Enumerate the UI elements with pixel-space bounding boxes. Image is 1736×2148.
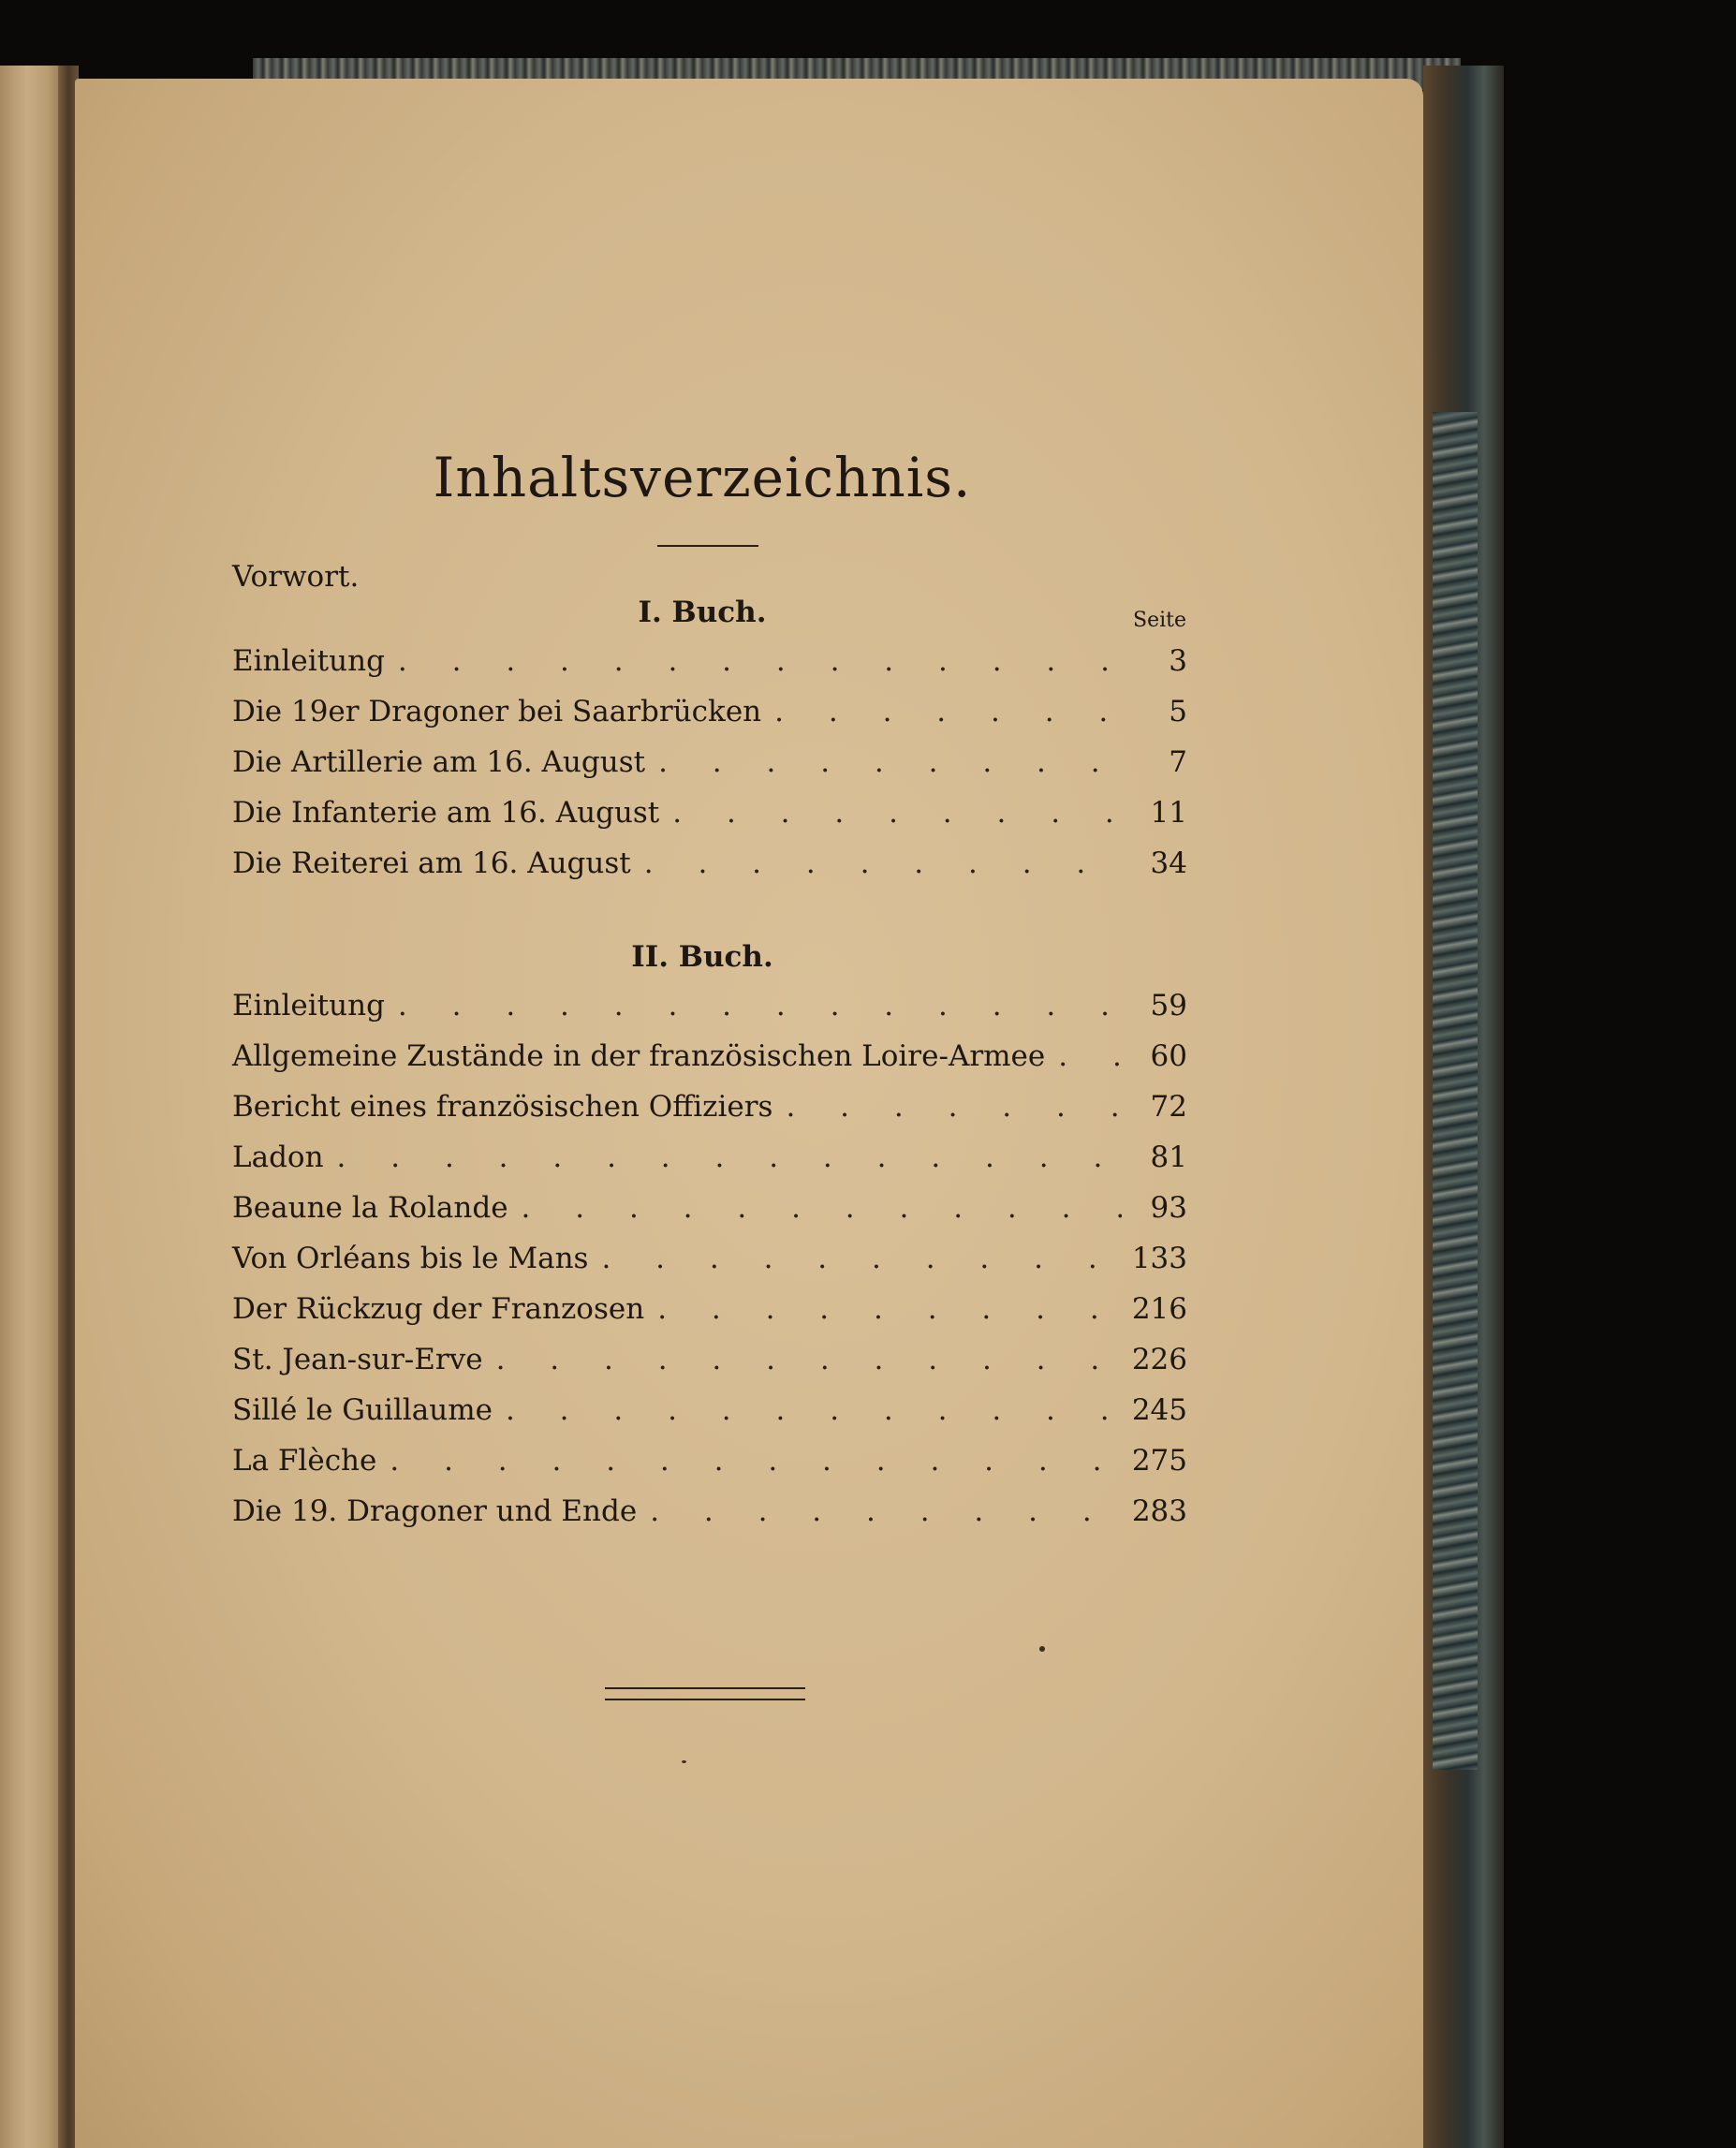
book-heading-1: I. Buch.: [638, 596, 767, 629]
toc-entry-title: Sillé le Guillaume: [232, 1393, 493, 1427]
toc-entry-page: 283: [1131, 1494, 1187, 1528]
leader-dots: [483, 1343, 1122, 1376]
toc-entry: [232, 796, 1187, 839]
leader-dots: [761, 695, 1122, 728]
toc-entry-page: 245: [1131, 1393, 1187, 1427]
leader-dots: [376, 1444, 1122, 1478]
marbled-cover-pattern: [1433, 412, 1478, 1770]
toc-entry-page: 11: [1150, 796, 1187, 830]
toc-entry: [232, 846, 1187, 890]
toc-entry-page: 5: [1169, 695, 1187, 728]
toc-entry-page: 133: [1131, 1242, 1187, 1275]
toc-entry: [232, 1292, 1187, 1335]
leader-dots: [588, 1242, 1122, 1275]
toc-entry: [232, 644, 1187, 687]
title-rule: [657, 545, 758, 547]
page-column-label: Seite: [1133, 609, 1186, 632]
toc-entry-page: 216: [1131, 1292, 1187, 1326]
toc-entry: [232, 1090, 1187, 1133]
toc-entry-page: 7: [1169, 745, 1187, 779]
toc-entry-page: 3: [1169, 644, 1187, 678]
toc-entry-page: 34: [1150, 846, 1187, 880]
toc-entry-title: Von Orléans bis le Mans: [232, 1242, 589, 1275]
toc-entry-title: St. Jean-sur-Erve: [232, 1343, 483, 1376]
closing-double-rule: [605, 1687, 805, 1700]
leader-dots: [385, 644, 1122, 678]
toc-entry-title: Beaune la Rolande: [232, 1191, 508, 1225]
leader-dots: [637, 1494, 1122, 1528]
toc-entry: [232, 1444, 1187, 1487]
toc-entry-page: 60: [1150, 1039, 1187, 1073]
toc-entry: [232, 1343, 1187, 1386]
leader-dots: [659, 796, 1122, 830]
toc-entry-title: Der Rückzug der Franzosen: [232, 1292, 645, 1326]
toc-entry: [232, 1039, 1187, 1082]
toc-entry: [232, 695, 1187, 738]
paper-speck: [1039, 1646, 1045, 1652]
leader-dots: [1045, 1039, 1122, 1073]
toc-entry-title: Bericht eines französischen Offiziers: [232, 1090, 773, 1124]
toc-entry-title: Die Reiterei am 16. August: [232, 846, 631, 880]
book-heading-2: II. Buch.: [631, 940, 773, 974]
toc-entry: [232, 1494, 1187, 1537]
page-title: Inhaltsverzeichnis.: [433, 446, 972, 509]
leader-dots: [772, 1090, 1122, 1124]
toc-entry-page: 72: [1150, 1090, 1187, 1124]
leader-dots: [508, 1191, 1122, 1225]
leader-dots: [324, 1140, 1122, 1174]
toc-entry: [232, 1393, 1187, 1436]
toc-entry-page: 59: [1150, 989, 1187, 1023]
toc-entry: [232, 745, 1187, 788]
toc-entry-title: Einleitung: [232, 644, 385, 678]
paper-speck: [682, 1760, 686, 1763]
leader-dots: [385, 989, 1122, 1023]
toc-entry: [232, 1191, 1187, 1234]
leader-dots: [645, 745, 1122, 779]
toc-entry-title: Die 19. Dragoner und Ende: [232, 1494, 638, 1528]
toc-entry-page: 81: [1150, 1140, 1187, 1174]
toc-entry: [232, 1242, 1187, 1285]
leader-dots: [631, 846, 1122, 880]
toc-entry-title: Die Infanterie am 16. August: [232, 796, 660, 830]
preface-entry: Vorwort.: [232, 560, 360, 594]
toc-entry: [232, 1140, 1187, 1184]
toc-entry-title: Ladon: [232, 1140, 324, 1174]
toc-entry-title: Allgemeine Zustände in der französischen Loire-Armee: [232, 1039, 1046, 1073]
toc-entry-title: Einleitung: [232, 989, 385, 1023]
toc-entry-title: Die Artillerie am 16. August: [232, 745, 646, 779]
toc-entry-title: Die 19er Dragoner bei Saarbrücken: [232, 695, 762, 728]
toc-entry-page: 93: [1150, 1191, 1187, 1225]
leader-dots: [644, 1292, 1122, 1326]
toc-entry-page: 275: [1131, 1444, 1187, 1478]
toc-entry-page: 226: [1131, 1343, 1187, 1376]
toc-entry-title: La Flèche: [232, 1444, 377, 1478]
toc-entry: [232, 989, 1187, 1032]
leader-dots: [493, 1393, 1122, 1427]
